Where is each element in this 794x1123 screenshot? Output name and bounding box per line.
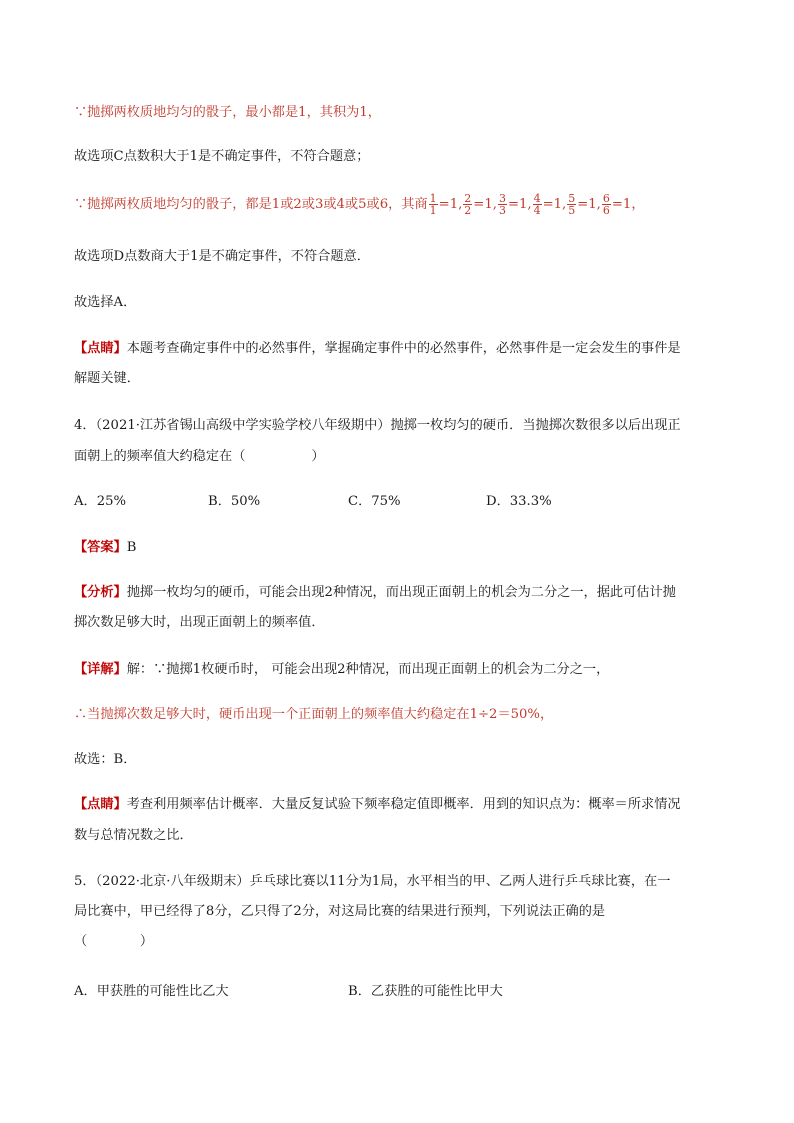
detail-line-2: ∴当抛掷次数足够大时，硬币出现一个正面朝上的频率值大约稳定在1÷2＝50%，	[74, 707, 554, 722]
fraction-equals: =1	[611, 197, 632, 212]
tip-line-2: 解题关键．	[74, 371, 140, 386]
tip2-line-2: 数与总情况数之比．	[74, 828, 193, 843]
analysis-line-2: 掷次数足够大时，出现正面朝上的频率值．	[74, 615, 325, 630]
quotient-fractions	[428, 192, 632, 217]
q4-option-b: B．50%	[208, 494, 261, 509]
fraction-6	[602, 193, 611, 216]
fraction-3	[498, 193, 507, 216]
fraction-equals: =1,	[438, 197, 463, 212]
fraction-denominator: 1	[429, 204, 437, 217]
fraction-numerator: 5	[568, 192, 576, 205]
q4-option-a: A．25%	[74, 494, 127, 509]
tip-tag: 【点睛】	[74, 341, 127, 356]
fraction-numerator: 2	[464, 192, 472, 205]
fraction-denominator: 2	[464, 204, 472, 217]
fraction-denominator: 4	[533, 204, 541, 217]
solution-line-3-text: ∵抛掷两枚质地均匀的骰子，都是1或2或3或4或5或6，其商	[74, 197, 428, 212]
fraction-denominator: 5	[568, 204, 576, 217]
fraction-equals: =1,	[542, 197, 567, 212]
fraction-denominator: 6	[602, 204, 610, 217]
tip-text: 本题考查确定事件中的必然事件，掌握确定事件中的必然事件，必然事件是一定会发生的事件是	[126, 341, 681, 356]
analysis-line-1	[74, 583, 676, 603]
detail-tag: 【详解】	[74, 662, 127, 677]
question-4-line-2: 面朝上的频率值大约稳定在（ ）	[74, 449, 325, 464]
fraction-numerator: 4	[533, 192, 541, 205]
tip2-line-1	[74, 795, 681, 815]
analysis-tag: 【分析】	[74, 585, 127, 600]
fraction-equals: =1,	[473, 197, 497, 212]
fraction-2	[463, 193, 472, 216]
tip2-text: 考查利用频率估计概率．大量反复试验下频率稳定值即概率．用到的知识点为：概率＝所求情况	[126, 797, 681, 812]
fraction-1	[429, 193, 438, 216]
tip2-tag: 【点睛】	[74, 797, 127, 812]
solution-line-3	[74, 193, 645, 216]
q5-option-a: A．甲获胜的可能性比乙大	[74, 984, 229, 999]
fraction-denominator: 3	[498, 204, 506, 217]
fraction-equals: =1,	[577, 197, 601, 212]
fraction-numerator: 3	[498, 192, 506, 205]
fraction-4	[533, 193, 542, 216]
question-5-line-1: 5．（2022·北京·八年级期末）乒乓球比赛以11分为1局，水平相当的甲、乙两人进行乒乓球比赛，在一	[74, 874, 671, 889]
solution-line-5: 故选择A．	[74, 295, 137, 310]
fraction-equals: =1,	[507, 197, 532, 212]
answer-text: B	[126, 540, 137, 555]
answer-line	[74, 538, 136, 558]
solution-line-2: 故选项C点数积大于1是不确定事件，不符合题意；	[74, 149, 370, 164]
question-5-line-3: （ ）	[74, 934, 154, 949]
tip-line-1	[74, 339, 681, 359]
fraction-numerator: 1	[429, 192, 437, 205]
detail-line-3: 故选：B．	[74, 752, 137, 767]
q5-option-b: B．乙获胜的可能性比甲大	[348, 984, 503, 999]
detail-text: 解：∵抛掷1枚硬币时， 可能会出现2种情况，而出现正面朝上的机会为二分之一，	[126, 662, 610, 677]
detail-line-1	[74, 660, 609, 680]
solution-line-4: 故选项D点数商大于1是不确定事件，不符合题意．	[74, 249, 370, 264]
fraction-5	[567, 193, 576, 216]
question-5-line-2: 局比赛中，甲已经得了8分，乙只得了2分，对这局比赛的结果进行预判，下列说法正确的是	[74, 904, 606, 919]
fraction-numerator: 6	[602, 192, 610, 205]
q4-option-d: D．33.3%	[486, 494, 552, 509]
analysis-text: 抛掷一枚均匀的硬币，可能会出现2种情况，而出现正面朝上的机会为二分之一，据此可估计抛	[126, 585, 676, 600]
question-4-line-1: 4．（2021·江苏省锡山高级中学实验学校八年级期中）抛掷一枚均匀的硬币．当抛掷次数很多以后出现正	[74, 418, 681, 433]
solution-line-3-suffix: ，	[631, 197, 645, 212]
q4-option-c: C．75%	[348, 494, 401, 509]
answer-tag: 【答案】	[74, 540, 127, 555]
solution-line-1: ∵抛掷两枚质地均匀的骰子，最小都是1，其积为1，	[74, 105, 381, 120]
